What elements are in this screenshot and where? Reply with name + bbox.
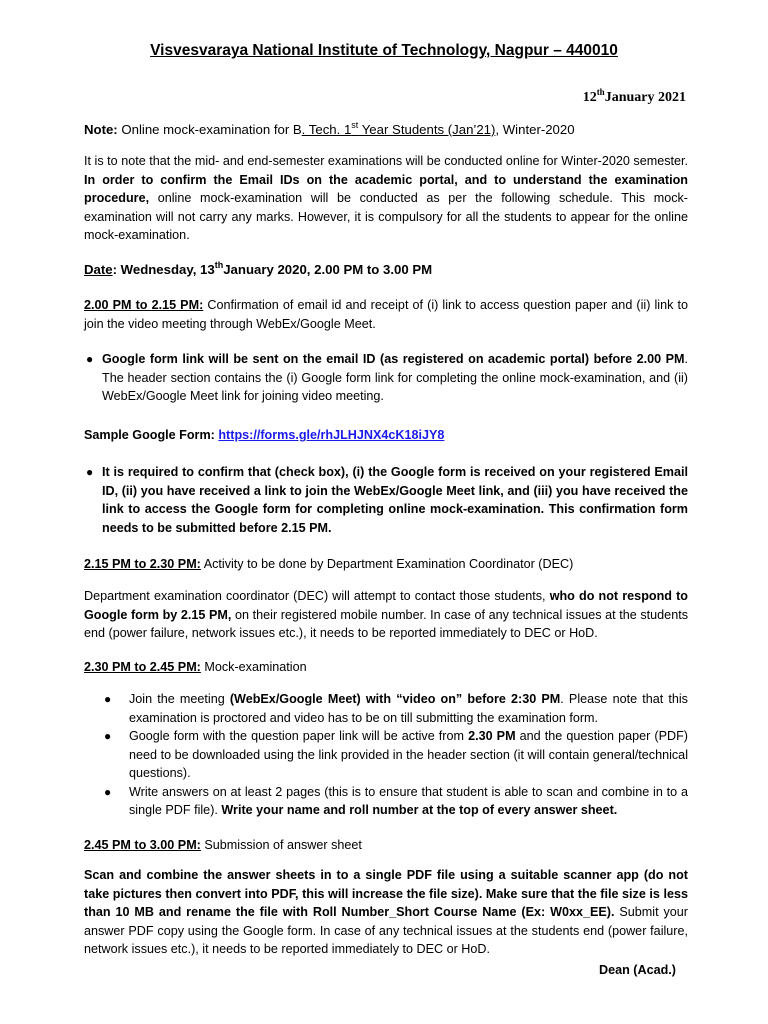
sample-form-line: Sample Google Form: https://forms.gle/rhJLHJNX4cK18iJY8	[84, 428, 445, 442]
slot2-heading: 2.15 PM to 2.30 PM: Activity to be done by Department Examination Coordinator (DEC)	[84, 557, 574, 571]
schedule-date: Date: Wednesday, 13thJanuary 2020, 2.00 PM to 3.00 PM	[84, 260, 433, 277]
signature: Dean (Acad.)	[599, 963, 676, 977]
slot1-list-b	[84, 463, 688, 537]
slot1-list-a	[84, 350, 688, 406]
bullet-icon: ●	[86, 465, 94, 479]
slot2-paragraph: Department examination coordinator (DEC) will attempt to contact those students, who do not respond to Google form by 2.15 PM, on their registered mobile number. In case of any technical issues at the students end (power failure, network issues etc.), it needs to be reported immediately to DEC or HoD.	[84, 589, 688, 640]
list-item: ● Join the meeting (WebEx/Google Meet) with “video on” before 2:30 PM. Please note that this examination is proctored and video has to be on till submitting the examination form.	[104, 692, 688, 725]
slot3-heading: 2.30 PM to 2.45 PM: Mock-examination	[84, 660, 307, 674]
bullet-icon: ●	[104, 784, 112, 799]
list-item: ● It is required to confirm that (check box), (i) the Google form is received on your registered Email ID, (ii) you have received a link to join the WebEx/Google Meet link, and (iii) you have received the link to access the Google form for completing online mock-examination. This confirmation form needs to be submitted before 2.15 PM.	[86, 465, 688, 535]
bullet-icon: ●	[86, 352, 94, 366]
institute-title: Visvesvaraya National Institute of Technology, Nagpur – 440010	[150, 42, 618, 59]
bullet-icon: ●	[104, 729, 112, 743]
list-item: ● Google form link will be sent on the email ID (as registered on academic portal) before 2.00 PM. The header section contains the (i) Google form link for completing the online mock-examination, and (ii) WebEx/Google Meet link for joining video meeting.	[86, 352, 688, 403]
list-item: ● Write answers on at least 2 pages (this is to ensure that student is able to scan and combine in to a single PDF file). Write your name and roll number at the top of every answer sheet.	[104, 784, 688, 817]
slot4-paragraph: Scan and combine the answer sheets in to a single PDF file using a suitable scanner app (do not take pictures then convert into PDF, this will increase the file size). Make sure that the file size is less than 10 MB and rename the file with Roll Number_Short Course Name (Ex: W0xx_EE). Submit your answer PDF copy using the Google form. In case of any technical issues at the students end (power failure, network issues etc.), it needs to be reported immediately to DEC or HoD.	[84, 868, 688, 956]
intro-paragraph: It is to note that the mid- and end-semester examinations will be conducted online for Winter-2020 semester. In order to confirm the Email IDs on the academic portal, and to understand the examination procedure, online mock-examination will be conducted as per the following schedule. This mock-examination will not carry any marks. However, it is compulsory for all the students to appear for the online mock-examination.	[84, 154, 688, 242]
list-item: ● Google form with the question paper link will be active from 2.30 PM and the question paper (PDF) need to be downloaded using the link provided in the header section (it will contain general/technical questions).	[104, 729, 688, 780]
slot1-heading: 2.00 PM to 2.15 PM: Confirmation of email id and receipt of (i) link to access question paper and (ii) link to join the video meeting through WebEx/Google Meet.	[84, 298, 688, 331]
sample-form-link[interactable]: https://forms.gle/rhJLHJNX4cK18iJY8	[218, 428, 445, 442]
slot3-list	[102, 690, 688, 820]
note-line: Note: Online mock-examination for B. Tech. 1st Year Students (Jan’21), Winter-2020	[84, 120, 575, 137]
slot4-heading: 2.45 PM to 3.00 PM: Submission of answer sheet	[84, 838, 362, 852]
bullet-icon: ●	[104, 692, 112, 706]
notice-date: 12thJanuary 2021	[582, 87, 686, 105]
